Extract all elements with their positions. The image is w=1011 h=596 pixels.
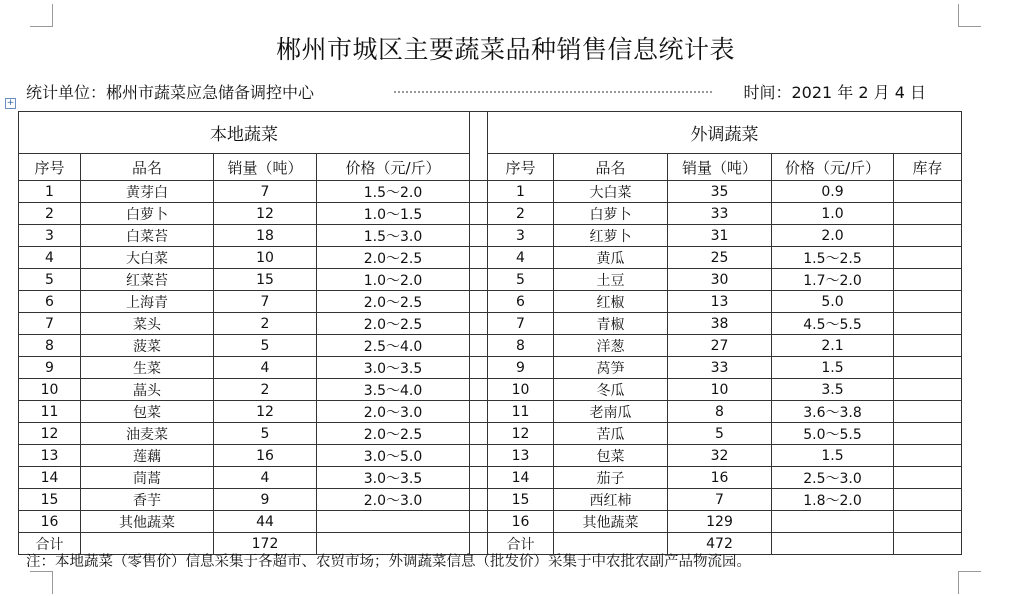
imported-vegetable-name: 苦瓜	[554, 423, 668, 445]
imported-price: 1.0	[772, 203, 894, 225]
local-price: 2.0～2.5	[317, 291, 470, 313]
local-price: 2.5～4.0	[317, 335, 470, 357]
column-header: 价格（元/斤）	[317, 154, 470, 181]
imported-sales-volume: 33	[668, 203, 772, 225]
table-row	[19, 291, 962, 313]
imported-price	[772, 511, 894, 533]
page-corner-mark	[30, 4, 53, 27]
page-corner-mark	[958, 4, 981, 27]
imported-price: 4.5～5.5	[772, 313, 894, 335]
imported-vegetable-name: 莴笋	[554, 357, 668, 379]
local-vegetable-name: 菜头	[81, 313, 214, 335]
imported-group-title: 外调蔬菜	[488, 112, 962, 154]
local-sales-volume: 7	[214, 181, 317, 203]
imported-price: 1.8～2.0	[772, 489, 894, 511]
separator-cell	[470, 357, 488, 379]
imported-price: 5.0	[772, 291, 894, 313]
local-vegetable-name: 大白菜	[81, 247, 214, 269]
imported-row-number: 10	[488, 379, 554, 401]
local-price: 2.0～2.5	[317, 247, 470, 269]
separator-column	[470, 112, 488, 181]
local-row-number: 13	[19, 445, 81, 467]
imported-stock	[894, 379, 962, 401]
local-price: 1.0～2.0	[317, 269, 470, 291]
table-row	[19, 489, 962, 511]
imported-sales-volume: 27	[668, 335, 772, 357]
imported-stock	[894, 225, 962, 247]
imported-sales-volume: 35	[668, 181, 772, 203]
table-move-handle-icon[interactable]: +	[6, 98, 15, 108]
imported-row-number: 12	[488, 423, 554, 445]
imported-vegetable-name: 大白菜	[554, 181, 668, 203]
imported-sales-volume: 30	[668, 269, 772, 291]
local-row-number: 14	[19, 467, 81, 489]
imported-sales-volume: 33	[668, 357, 772, 379]
imported-stock	[894, 269, 962, 291]
dotted-leader	[394, 91, 712, 93]
imported-price: 2.0	[772, 225, 894, 247]
imported-stock	[894, 291, 962, 313]
local-vegetable-name: 白萝卜	[81, 203, 214, 225]
imported-price: 2.1	[772, 335, 894, 357]
imported-stock	[894, 467, 962, 489]
imported-vegetable-name: 冬瓜	[554, 379, 668, 401]
imported-row-number: 1	[488, 181, 554, 203]
imported-row-number: 16	[488, 511, 554, 533]
page-corner-mark	[30, 571, 53, 594]
imported-price: 1.5	[772, 357, 894, 379]
column-header: 销量（吨）	[668, 154, 772, 181]
imported-price: 2.5～3.0	[772, 467, 894, 489]
imported-price: 3.5	[772, 379, 894, 401]
imported-row-number: 5	[488, 269, 554, 291]
imported-vegetable-name: 红萝卜	[554, 225, 668, 247]
statistics-unit: 统计单位：郴州市蔬菜应急储备调控中心	[26, 83, 315, 102]
imported-stock	[894, 181, 962, 203]
local-row-number: 6	[19, 291, 81, 313]
local-vegetable-name: 其他蔬菜	[81, 511, 214, 533]
local-sales-volume: 18	[214, 225, 317, 247]
local-vegetable-name: 茼蒿	[81, 467, 214, 489]
local-sales-volume: 5	[214, 423, 317, 445]
column-header: 库存	[894, 154, 962, 181]
separator-cell	[470, 225, 488, 247]
imported-row-number: 4	[488, 247, 554, 269]
imported-stock	[894, 335, 962, 357]
table-row	[19, 379, 962, 401]
table-row	[19, 181, 962, 203]
imported-sales-volume: 8	[668, 401, 772, 423]
local-sales-volume: 4	[214, 467, 317, 489]
local-price: 3.0～3.5	[317, 467, 470, 489]
local-row-number: 2	[19, 203, 81, 225]
imported-vegetable-name: 包菜	[554, 445, 668, 467]
imported-price: 3.6～3.8	[772, 401, 894, 423]
local-vegetable-name: 蕌头	[81, 379, 214, 401]
local-price: 3.0～5.0	[317, 445, 470, 467]
empty-cell	[894, 533, 962, 555]
imported-vegetable-name: 西红柿	[554, 489, 668, 511]
local-row-number: 9	[19, 357, 81, 379]
footnote: 注：本地蔬菜（零售价）信息采集于各超市、农贸市场；外调蔬菜信息（批发价）采集于中农批农副产品物流园。	[26, 554, 751, 570]
local-vegetable-name: 白菜苔	[81, 225, 214, 247]
table-row	[19, 269, 962, 291]
local-price: 1.5～2.0	[317, 181, 470, 203]
imported-vegetable-name: 其他蔬菜	[554, 511, 668, 533]
local-vegetable-name: 包菜	[81, 401, 214, 423]
column-header: 品名	[554, 154, 668, 181]
separator-cell	[470, 269, 488, 291]
imported-price: 0.9	[772, 181, 894, 203]
local-row-number: 1	[19, 181, 81, 203]
local-vegetable-name: 莲藕	[81, 445, 214, 467]
local-sales-volume: 44	[214, 511, 317, 533]
local-group-title: 本地蔬菜	[19, 112, 470, 154]
table-row	[19, 423, 962, 445]
local-row-number: 5	[19, 269, 81, 291]
imported-stock	[894, 445, 962, 467]
imported-sales-volume: 25	[668, 247, 772, 269]
local-sales-volume: 12	[214, 203, 317, 225]
imported-vegetable-name: 老南瓜	[554, 401, 668, 423]
imported-price: 1.5～2.5	[772, 247, 894, 269]
local-row-number: 3	[19, 225, 81, 247]
imported-stock	[894, 203, 962, 225]
table-row	[19, 247, 962, 269]
table-row	[19, 401, 962, 423]
imported-price: 5.0～5.5	[772, 423, 894, 445]
local-price: 2.0～2.5	[317, 313, 470, 335]
local-sales-volume: 7	[214, 291, 317, 313]
imported-row-number: 2	[488, 203, 554, 225]
imported-row-number: 3	[488, 225, 554, 247]
imported-stock	[894, 357, 962, 379]
empty-cell	[772, 533, 894, 555]
local-sales-volume: 15	[214, 269, 317, 291]
imported-stock	[894, 423, 962, 445]
table-row	[19, 335, 962, 357]
local-row-number: 7	[19, 313, 81, 335]
separator-cell	[470, 181, 488, 203]
document-title: 郴州市城区主要蔬菜品种销售信息统计表	[275, 35, 735, 64]
local-sales-volume: 10	[214, 247, 317, 269]
local-sales-volume: 2	[214, 313, 317, 335]
local-vegetable-name: 生菜	[81, 357, 214, 379]
local-row-number: 8	[19, 335, 81, 357]
separator-cell	[470, 423, 488, 445]
imported-row-number: 6	[488, 291, 554, 313]
local-vegetable-name: 香芋	[81, 489, 214, 511]
imported-sales-volume: 13	[668, 291, 772, 313]
imported-sales-volume: 32	[668, 445, 772, 467]
column-header: 序号	[488, 154, 554, 181]
local-sales-volume: 9	[214, 489, 317, 511]
separator-cell	[470, 401, 488, 423]
local-row-number: 11	[19, 401, 81, 423]
statistics-time: 时间：2021 年 2 月 4 日	[743, 83, 926, 102]
imported-sales-volume: 10	[668, 379, 772, 401]
local-row-number: 12	[19, 423, 81, 445]
imported-stock	[894, 313, 962, 335]
table-row	[19, 357, 962, 379]
page-corner-mark	[958, 571, 981, 594]
column-header: 品名	[81, 154, 214, 181]
local-sales-volume: 4	[214, 357, 317, 379]
table-row	[19, 313, 962, 335]
local-price: 1.5～3.0	[317, 225, 470, 247]
imported-row-number: 15	[488, 489, 554, 511]
imported-sales-volume: 7	[668, 489, 772, 511]
table-row	[19, 225, 962, 247]
local-vegetable-name: 上海青	[81, 291, 214, 313]
local-vegetable-name: 菠菜	[81, 335, 214, 357]
separator-cell	[470, 247, 488, 269]
local-price: 1.0～1.5	[317, 203, 470, 225]
separator-cell	[470, 203, 488, 225]
imported-total-label: 合计	[488, 533, 554, 555]
table-row	[19, 467, 962, 489]
sales-table	[18, 111, 962, 555]
local-sales-volume: 5	[214, 335, 317, 357]
local-sales-volume: 16	[214, 445, 317, 467]
imported-vegetable-name: 黄瓜	[554, 247, 668, 269]
imported-vegetable-name: 土豆	[554, 269, 668, 291]
local-price: 2.0～3.0	[317, 401, 470, 423]
separator-cell	[470, 511, 488, 533]
local-vegetable-name: 红菜苔	[81, 269, 214, 291]
meta-line	[26, 80, 966, 102]
imported-sales-volume: 38	[668, 313, 772, 335]
table-row	[19, 203, 962, 225]
local-price: 3.0～3.5	[317, 357, 470, 379]
imported-sales-volume: 31	[668, 225, 772, 247]
imported-sales-volume: 129	[668, 511, 772, 533]
table-row	[19, 445, 962, 467]
separator-cell	[470, 313, 488, 335]
separator-cell	[470, 445, 488, 467]
local-price: 2.0～3.0	[317, 489, 470, 511]
imported-sales-volume: 5	[668, 423, 772, 445]
local-sales-volume: 12	[214, 401, 317, 423]
column-header: 销量（吨）	[214, 154, 317, 181]
imported-row-number: 7	[488, 313, 554, 335]
local-total-volume: 172	[214, 533, 317, 555]
local-row-number: 15	[19, 489, 81, 511]
imported-vegetable-name: 白萝卜	[554, 203, 668, 225]
imported-stock	[894, 511, 962, 533]
imported-stock	[894, 247, 962, 269]
imported-price: 1.7～2.0	[772, 269, 894, 291]
column-header: 价格（元/斤）	[772, 154, 894, 181]
imported-vegetable-name: 红椒	[554, 291, 668, 313]
imported-price: 1.5	[772, 445, 894, 467]
local-vegetable-name: 油麦菜	[81, 423, 214, 445]
local-price: 2.0～2.5	[317, 423, 470, 445]
imported-row-number: 9	[488, 357, 554, 379]
table-row	[19, 511, 962, 533]
local-price: 3.5～4.0	[317, 379, 470, 401]
column-header: 序号	[19, 154, 81, 181]
separator-cell	[470, 335, 488, 357]
local-total-label: 合计	[19, 533, 81, 555]
local-vegetable-name: 黄芽白	[81, 181, 214, 203]
local-row-number: 16	[19, 511, 81, 533]
imported-vegetable-name: 青椒	[554, 313, 668, 335]
imported-row-number: 14	[488, 467, 554, 489]
separator-cell	[470, 291, 488, 313]
separator-cell	[470, 467, 488, 489]
local-row-number: 10	[19, 379, 81, 401]
imported-vegetable-name: 茄子	[554, 467, 668, 489]
imported-total-volume: 472	[668, 533, 772, 555]
imported-row-number: 8	[488, 335, 554, 357]
imported-row-number: 13	[488, 445, 554, 467]
imported-vegetable-name: 洋葱	[554, 335, 668, 357]
imported-sales-volume: 16	[668, 467, 772, 489]
imported-row-number: 11	[488, 401, 554, 423]
separator-cell	[470, 489, 488, 511]
separator-cell	[470, 379, 488, 401]
local-sales-volume: 2	[214, 379, 317, 401]
imported-stock	[894, 489, 962, 511]
local-row-number: 4	[19, 247, 81, 269]
local-price	[317, 511, 470, 533]
imported-stock	[894, 401, 962, 423]
